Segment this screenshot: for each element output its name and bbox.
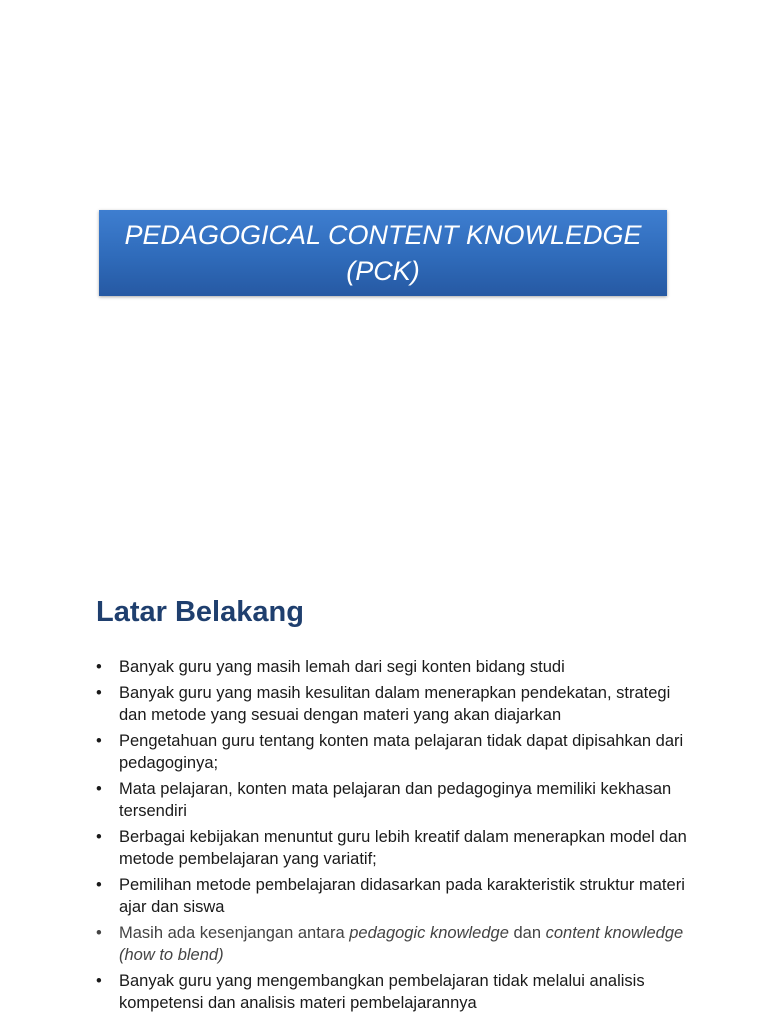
bullet-text: Pemilihan metode pembelajaran didasarkan pada karakteristik struktur materi ajar dan siswa — [119, 876, 685, 916]
bullet-icon: • — [96, 924, 102, 942]
bullet-icon: • — [96, 780, 102, 798]
bullet-text: Pengetahuan guru tentang konten mata pelajaran tidak dapat dipisahkan dari pedagoginya; — [119, 732, 684, 772]
bullet-icon: • — [96, 732, 102, 750]
bullet-text: Banyak guru yang mengembangkan pembelajaran tidak melalui analisis kompetensi dan analisis materi pembelajarannya — [119, 972, 645, 1012]
bullet-list — [96, 656, 696, 1018]
bullet-text-part: dan — [508, 924, 546, 942]
bullet-text-part: Masih ada kesenjangan antara — [119, 924, 350, 942]
title-line-2: (PCK) — [346, 256, 420, 286]
bullet-text: Mata pelajaran, konten mata pelajaran dan pedagoginya memiliki kekhasan tersendiri — [119, 780, 672, 820]
bullet-item-6 — [96, 874, 696, 918]
bullet-icon: • — [96, 684, 102, 702]
bullet-item-2 — [96, 682, 696, 726]
bullet-icon: • — [96, 972, 102, 990]
bullet-item-1 — [96, 656, 696, 678]
title-banner — [99, 210, 667, 296]
bullet-item-5 — [96, 826, 696, 870]
bullet-text — [119, 924, 683, 964]
bullet-item-4 — [96, 778, 696, 822]
bullet-icon: • — [96, 876, 102, 894]
bullet-text: Banyak guru yang masih kesulitan dalam menerapkan pendekatan, strategi dan metode yang sesuai dengan materi yang akan diajarkan — [119, 684, 671, 724]
bullet-icon: • — [96, 658, 102, 676]
bullet-emphasis: content knowledge (how to blend) — [119, 924, 684, 964]
section-heading: Latar Belakang — [96, 596, 304, 628]
bullet-text: Banyak guru yang masih lemah dari segi konten bidang studi — [119, 658, 565, 676]
title-line-1: PEDAGOGICAL CONTENT KNOWLEDGE — [124, 220, 642, 250]
bullet-item-7 — [96, 922, 696, 966]
bullet-item-3 — [96, 730, 696, 774]
bullet-emphasis: pedagogic knowledge — [349, 924, 509, 942]
bullet-text: Berbagai kebijakan menuntut guru lebih kreatif dalam menerapkan model dan metode pembelajaran yang variatif; — [119, 828, 687, 868]
bullet-icon: • — [96, 828, 102, 846]
bullet-item-8 — [96, 970, 696, 1014]
